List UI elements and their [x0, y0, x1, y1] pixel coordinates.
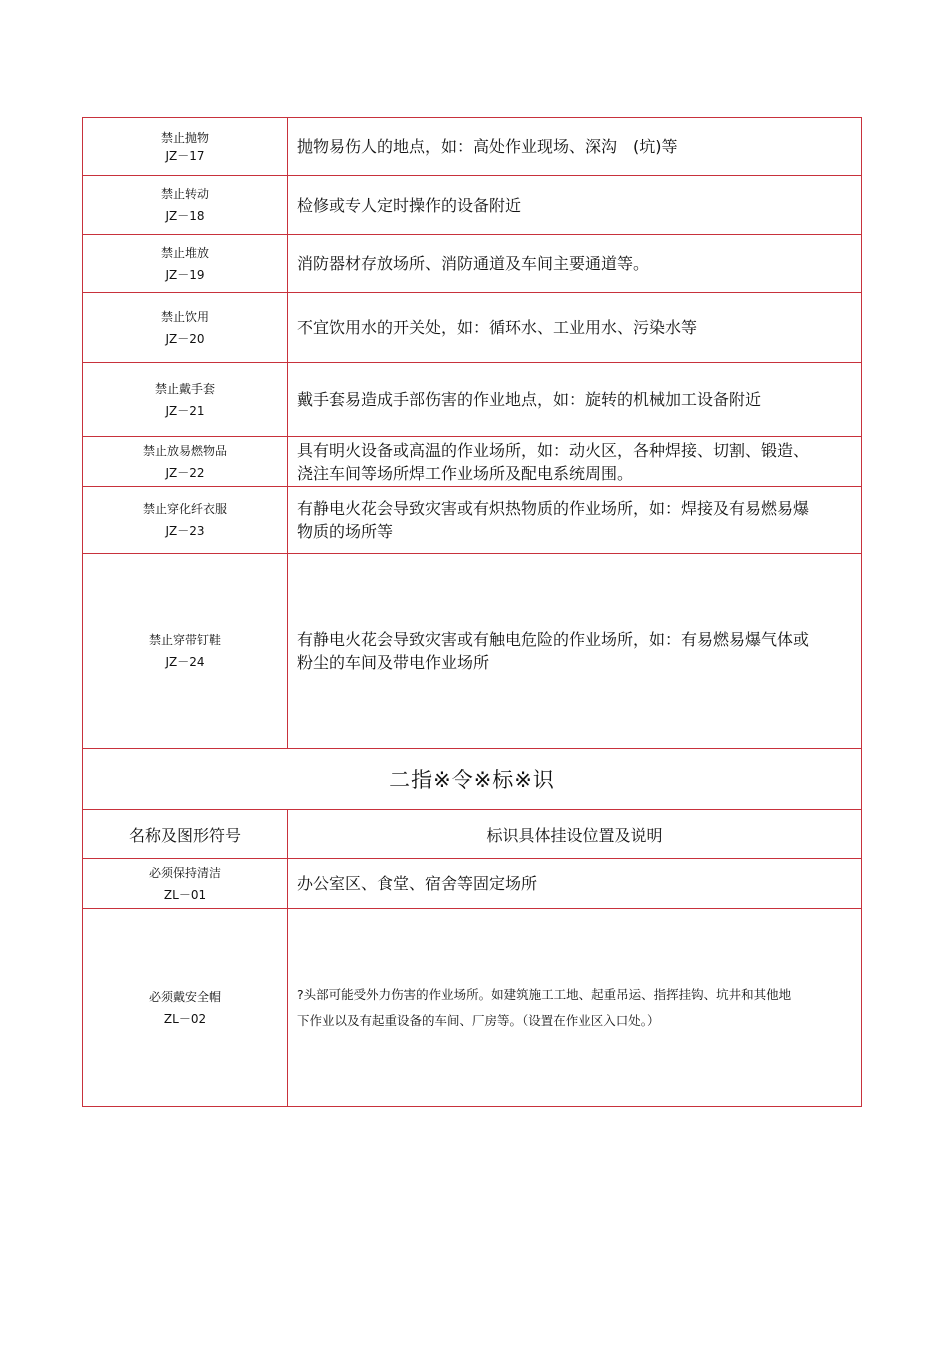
sign-code: JZ－18 [165, 209, 205, 223]
table-row [83, 118, 862, 176]
column-header-name: 名称及图形符号 [83, 810, 288, 859]
sign-description: 戴手套易造成手部伤害的作业地点，如：旋转的机械加工设备附近 [297, 390, 762, 409]
sign-description-cell [288, 554, 862, 749]
sign-description: 消防器材存放场所、消防通道及车间主要通道等。 [297, 254, 650, 273]
sign-name-cell [83, 909, 288, 1107]
sign-name-cell [83, 859, 288, 909]
sign-code: JZ－20 [165, 331, 205, 346]
sign-description-cell [288, 487, 862, 554]
sign-description-cell [288, 363, 862, 437]
sign-name-cell [83, 235, 288, 293]
sign-name: 禁止穿带钉鞋 [148, 633, 221, 647]
sign-code: JZ－23 [165, 524, 205, 538]
sign-description-cell [288, 176, 862, 235]
sign-description-cell [288, 859, 862, 909]
table-row [83, 487, 862, 554]
sign-code: ZL－02 [163, 1011, 207, 1026]
sign-description: 不宜饮用水的开关处，如：循环水、工业用水、污染水等 [297, 318, 698, 337]
sign-name-cell [83, 487, 288, 554]
sign-name: 禁止戴手套 [154, 381, 215, 396]
sign-name-cell [83, 293, 288, 363]
sign-name-cell [83, 363, 288, 437]
sign-name: 禁止穿化纤衣服 [142, 502, 227, 516]
sign-code: ZL－01 [163, 887, 207, 902]
sign-description: 检修或专人定时操作的设备附近 [297, 195, 522, 215]
sign-name-cell [83, 176, 288, 235]
sign-name: 必须保持清洁 [148, 865, 221, 880]
sign-description-cell [288, 235, 862, 293]
sign-name-cell [83, 437, 288, 487]
table-row [83, 859, 862, 909]
sign-name: 禁止转动 [160, 187, 209, 201]
sign-code: JZ－17 [165, 148, 205, 163]
sign-code: JZ－22 [165, 465, 205, 480]
table-row [83, 437, 862, 487]
sign-name: 必须戴安全帽 [148, 989, 221, 1004]
table-row [83, 554, 862, 749]
sign-description: 抛物易伤人的地点，如：高处作业现场、深沟 (坑)等 [297, 137, 678, 156]
sign-name-cell [83, 554, 288, 749]
sign-name: 禁止放易燃物品 [142, 443, 227, 458]
sign-description-cell [288, 118, 862, 176]
column-header-row [83, 810, 862, 859]
sign-name: 禁止堆放 [160, 245, 209, 260]
table-row [83, 363, 862, 437]
sign-name: 禁止饮用 [160, 309, 209, 324]
sign-description: 具有明火设备或高温的作业场所，如：动火区，各种焊接、切割、锻造、浇注车间等场所焊工作业场所及配电系统周围。 [297, 440, 810, 483]
sign-description-cell [288, 437, 862, 487]
section-heading-row [83, 749, 862, 810]
sign-description-cell [288, 293, 862, 363]
sign-code: JZ－19 [165, 267, 205, 282]
safety-signs-table [82, 117, 862, 1107]
column-header-description: 标识具体挂设位置及说明 [288, 810, 862, 859]
sign-description-cell [288, 909, 862, 1107]
sign-description: ?头部可能受外力伤害的作业场所。如建筑施工工地、起重吊运、指挥挂钩、坑井和其他地下作业以及有起重设备的车间、厂房等。（设置在作业区入口处。） [297, 986, 792, 1028]
sign-description: 有静电火花会导致灾害或有炽热物质的作业场所，如：焊接及有易燃易爆物质的场所等 [297, 499, 810, 541]
sign-code: JZ－24 [165, 655, 205, 669]
table-row [83, 235, 862, 293]
sign-description: 有静电火花会导致灾害或有触电危险的作业场所，如：有易燃易爆气体或粉尘的车间及带电作业场所 [297, 630, 810, 672]
sign-description: 办公室区、食堂、宿舍等固定场所 [297, 874, 538, 893]
table-row [83, 909, 862, 1107]
sign-name-cell [83, 118, 288, 176]
sign-code: JZ－21 [165, 403, 205, 418]
section-title: 二指※令※标※识 [83, 749, 862, 810]
sign-name: 禁止抛物 [160, 130, 209, 145]
table-row [83, 176, 862, 235]
table-row [83, 293, 862, 363]
